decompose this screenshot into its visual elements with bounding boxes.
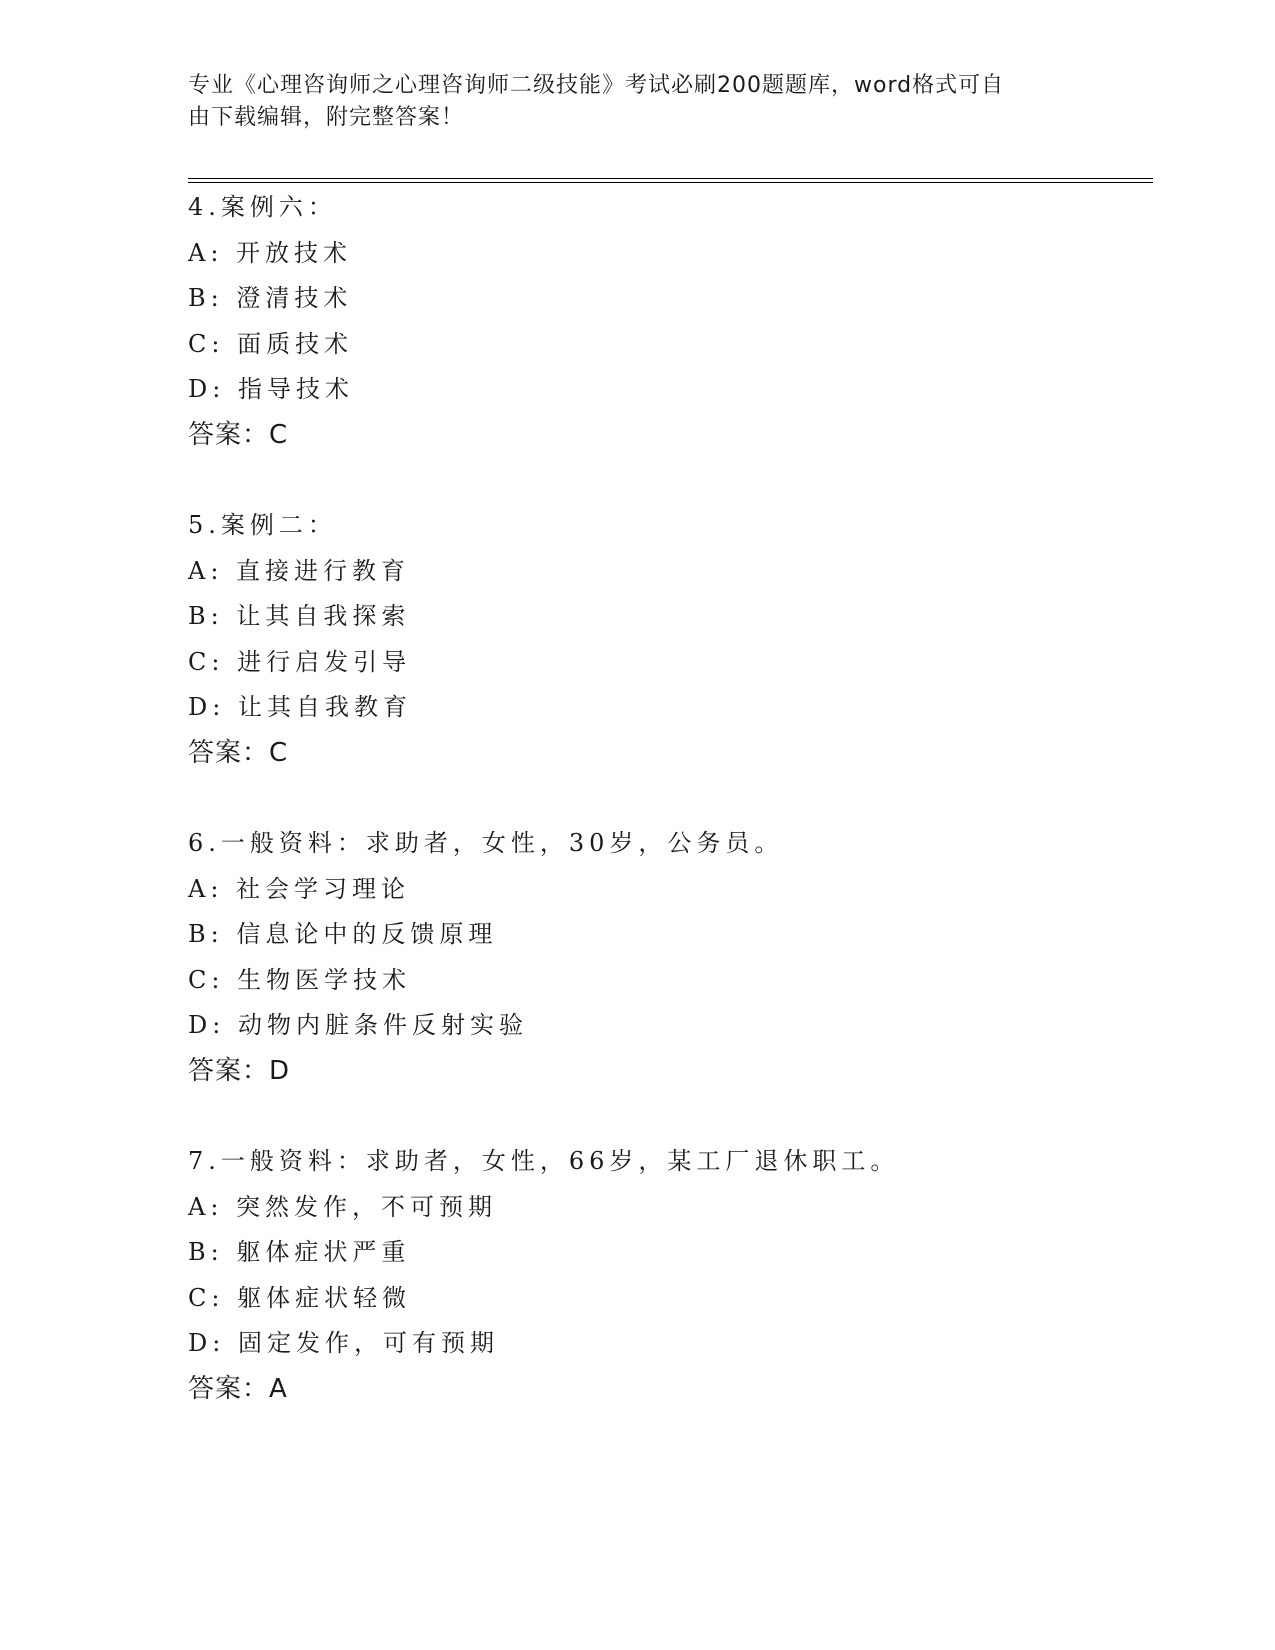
- question-stem: 6.一般资料：求助者，女性，30岁，公务员。: [188, 829, 784, 857]
- option-d: D: 动物内脏条件反射实验: [188, 1011, 528, 1039]
- header-divider-top: [188, 178, 1153, 179]
- header-divider-bottom: [188, 182, 1153, 183]
- question-block: [188, 503, 1153, 776]
- option-a: A: 突然发作，不可预期: [188, 1192, 498, 1221]
- question-block: [188, 185, 1153, 458]
- question-stem: 7.一般资料：求助者，女性，66岁，某工厂退休职工。: [188, 1147, 900, 1175]
- option-c: C: 面质技术: [188, 329, 354, 358]
- option-b: B: 信息论中的反馈原理: [188, 920, 498, 948]
- option-c: C: 进行启发引导: [188, 647, 412, 676]
- option-d: D: 指导技术: [188, 375, 354, 403]
- option-a: A: 开放技术: [188, 238, 353, 267]
- option-d: D: 固定发作，可有预期: [188, 1329, 499, 1357]
- option-a: A: 社会学习理论: [188, 874, 411, 903]
- option-b: B: 躯体症状严重: [188, 1238, 411, 1266]
- answer-line: 答案：C: [188, 419, 289, 450]
- document-header: [188, 70, 1068, 134]
- option-c: C: 生物医学技术: [188, 965, 412, 994]
- option-b: B: 澄清技术: [188, 284, 353, 312]
- question-block: [188, 821, 1153, 1094]
- question-block: [188, 1139, 1153, 1412]
- header-line-2: 由下载编辑，附完整答案！: [188, 105, 465, 130]
- question-stem: 5.案例二：: [188, 511, 337, 539]
- option-c: C: 躯体症状轻微: [188, 1283, 412, 1312]
- question-stem: 4.案例六：: [188, 193, 337, 221]
- question-list: [188, 185, 1153, 1457]
- option-a: A: 直接进行教育: [188, 556, 411, 585]
- header-line-1: 专业《心理咨询师之心理咨询师二级技能》考试必刷200题题库，word格式可自: [188, 73, 1005, 98]
- answer-line: 答案：A: [188, 1373, 288, 1404]
- option-d: D: 让其自我教育: [188, 693, 412, 721]
- answer-line: 答案：C: [188, 737, 289, 768]
- answer-line: 答案：D: [188, 1055, 291, 1086]
- option-b: B: 让其自我探索: [188, 602, 411, 630]
